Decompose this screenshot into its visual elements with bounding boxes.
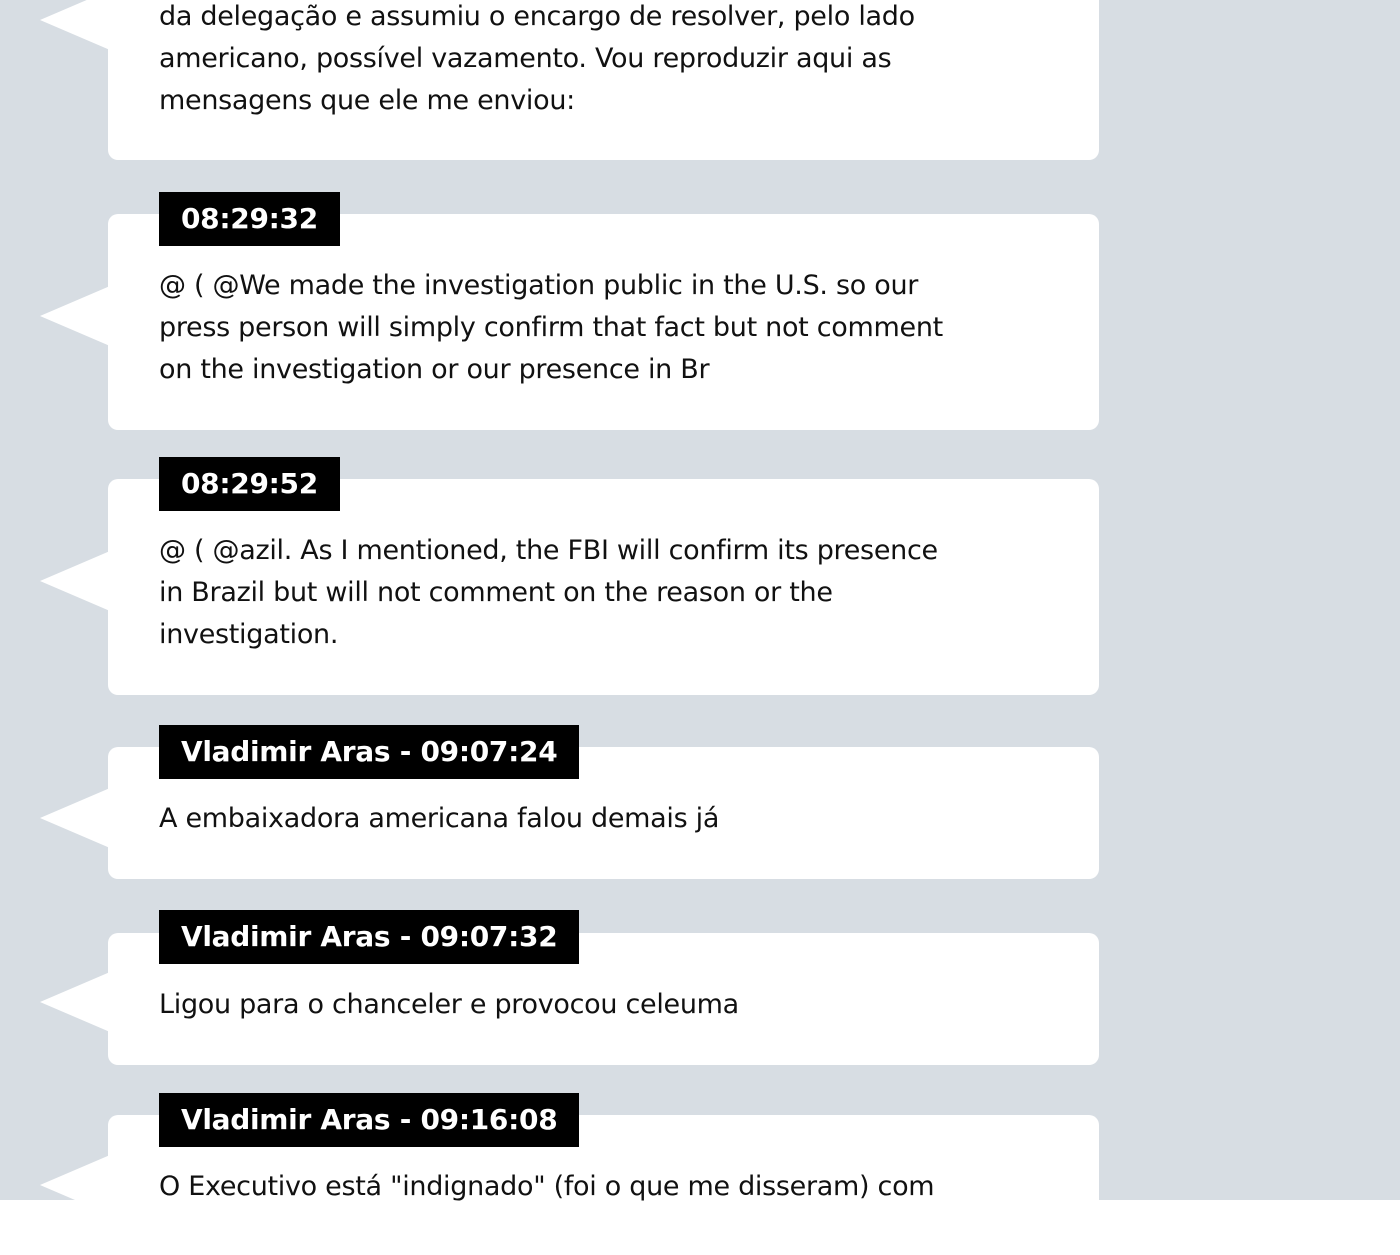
bubble-tail <box>40 972 110 1032</box>
message-text: da delegação e assumiu o encargo de resolver, pelo lado americano, possível vazamento. Vou reproduzir aqui as mensagens que ele me enviou: <box>159 1 915 116</box>
bubble-tail <box>40 1155 110 1215</box>
bubble-tail <box>40 551 110 611</box>
message-text: @ ( @azil. As I mentioned, the FBI will confirm its presence in Brazil but will not comment on the reason or the investigation. <box>159 535 938 650</box>
message-text: Ligou para o chanceler e provocou celeuma <box>159 989 739 1020</box>
bubble-tail <box>40 0 110 50</box>
message-text: A embaixadora americana falou demais já <box>159 803 720 834</box>
message-timestamp: 08:29:52 <box>159 457 340 511</box>
message-timestamp: 08:29:32 <box>159 192 340 246</box>
message-sender-time: Vladimir Aras - 09:07:24 <box>159 725 579 779</box>
message-bubble <box>108 214 1099 430</box>
message-sender-time: Vladimir Aras - 09:16:08 <box>159 1093 579 1147</box>
bubble-tail <box>40 286 110 346</box>
message-sender-time: Vladimir Aras - 09:07:32 <box>159 910 579 964</box>
message-bubble <box>108 0 1099 160</box>
message-text: O Executivo está "indignado" (foi o que me disseram) com <box>159 1171 935 1202</box>
bubble-tail <box>40 788 110 848</box>
message-bubble <box>108 479 1099 695</box>
message-text: @ ( @We made the investigation public in the U.S. so our press person will simply confirm that fact but not comment on the investigation or our presence in Br <box>159 270 943 385</box>
